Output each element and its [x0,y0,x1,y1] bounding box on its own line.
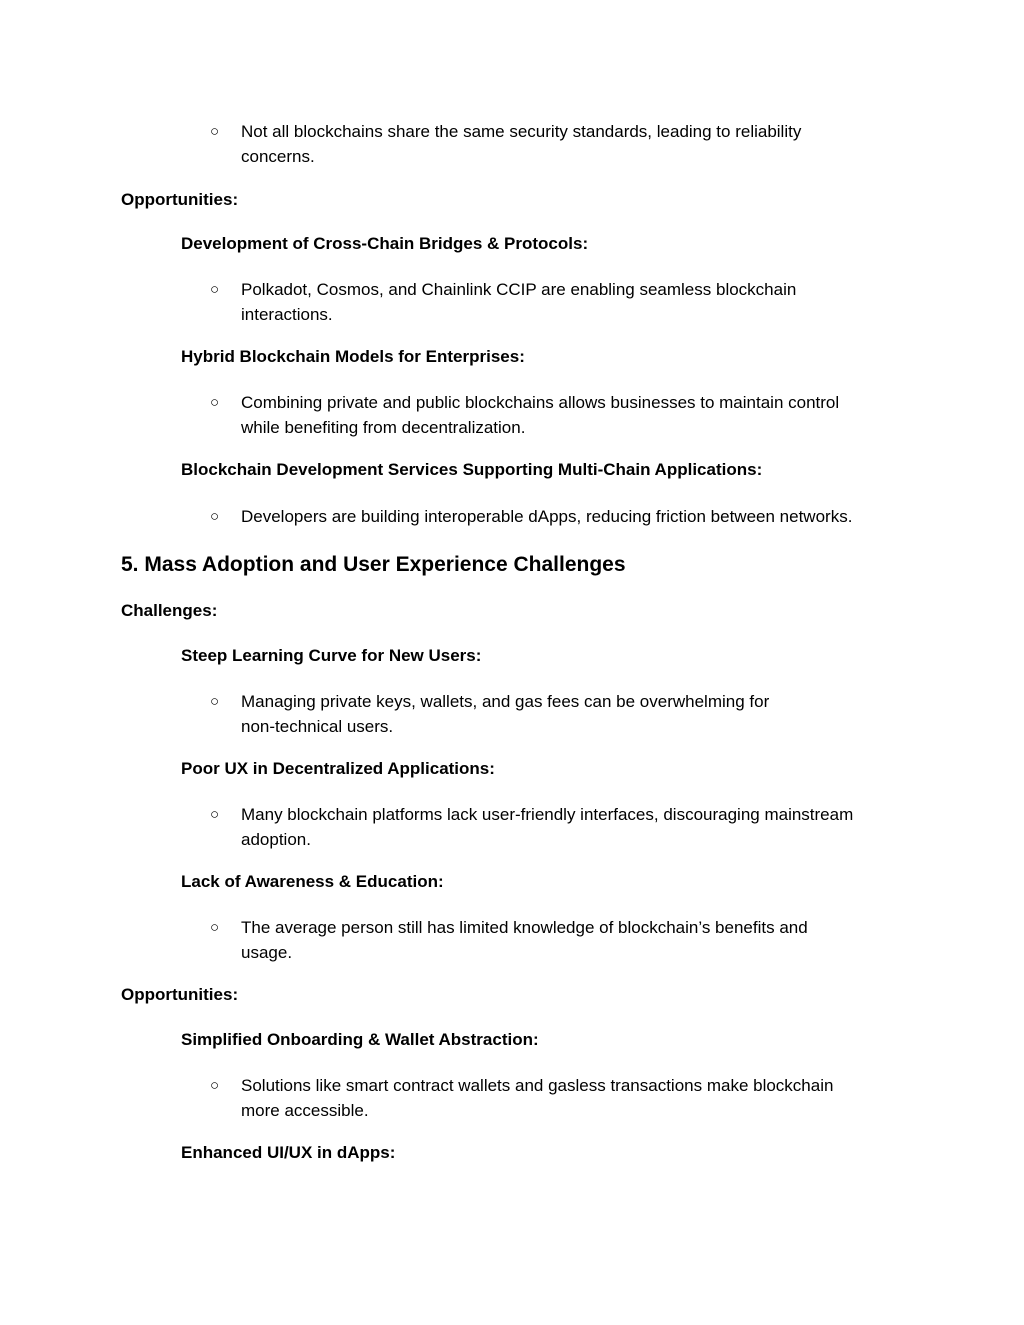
bullet-text: Many blockchain platforms lack user-friendly interfaces, discouraging mainstream adoption. [241,805,854,849]
hollow-circle-bullet-icon: ○ [210,508,220,525]
subheading-simplified-onboarding: Simplified Onboarding & Wallet Abstraction: [181,1030,539,1049]
subheading-learning-curve: Steep Learning Curve for New Users: [181,646,482,665]
subheading-hybrid-models: Hybrid Blockchain Models for Enterprises: [181,347,525,366]
bullet-text: Managing private keys, wallets, and gas fees can be overwhelming for non-technical users. [241,692,770,736]
subheading-awareness: Lack of Awareness & Education: [181,872,444,891]
subheading-poor-ux: Poor UX in Decentralized Applications: [181,759,495,778]
hollow-circle-bullet-icon: ○ [210,806,220,823]
subheading-cross-chain-bridges: Development of Cross-Chain Bridges & Protocols: [181,234,589,253]
subheading-challenges: Challenges: [121,601,218,620]
bullet-text: Developers are building interoperable dApps, reducing friction between networks. [241,507,853,526]
hollow-circle-bullet-icon: ○ [210,123,220,140]
section-title: 5. Mass Adoption and User Experience Challenges [121,553,626,576]
subheading-enhanced-ui: Enhanced UI/UX in dApps: [181,1143,396,1162]
bullet-text: Solutions like smart contract wallets and gasless transactions make blockchain more accessible. [241,1076,834,1120]
bullet-text: Polkadot, Cosmos, and Chainlink CCIP are enabling seamless blockchain interactions. [241,280,797,324]
subheading-development-services: Blockchain Development Services Supporting Multi-Chain Applications: [181,460,763,479]
subheading-opportunities: Opportunities: [121,190,239,209]
hollow-circle-bullet-icon: ○ [210,693,220,710]
bullet-text: Not all blockchains share the same security standards, leading to reliability concerns. [241,122,802,166]
hollow-circle-bullet-icon: ○ [210,1077,220,1094]
hollow-circle-bullet-icon: ○ [210,394,220,411]
hollow-circle-bullet-icon: ○ [210,281,220,298]
bullet-text: Combining private and public blockchains allows businesses to maintain control while benefiting from decentralization. [241,393,840,437]
bullet-text: The average person still has limited knowledge of blockchain’s benefits and usage. [241,918,808,962]
hollow-circle-bullet-icon: ○ [210,919,220,936]
subheading-opportunities: Opportunities: [121,985,239,1004]
